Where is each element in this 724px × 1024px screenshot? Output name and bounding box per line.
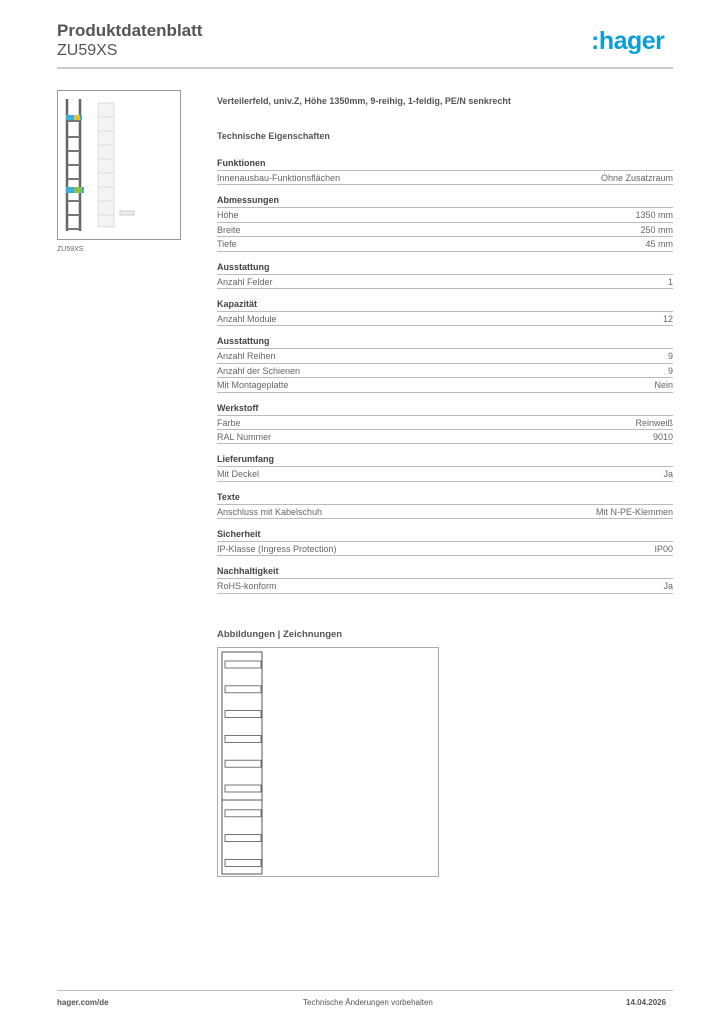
module-slot [225, 785, 261, 792]
section-title: Werkstoff [217, 401, 673, 416]
spec-row [217, 364, 673, 378]
spec-section [217, 260, 673, 289]
spec-section [217, 527, 673, 556]
spec-value: 12 [662, 313, 673, 324]
spec-label: Anzahl der Schienen [217, 365, 301, 376]
section-title: Ausstattung [217, 334, 673, 349]
spec-row [217, 378, 673, 392]
spec-value: Ja [663, 469, 673, 480]
spec-section [217, 156, 673, 185]
product-image [57, 90, 181, 240]
spec-row [217, 312, 673, 326]
module-slot [225, 835, 261, 842]
section-title: Lieferumfang [217, 452, 673, 467]
spec-section [217, 193, 673, 251]
spec-value: IP00 [654, 544, 673, 555]
spec-row [217, 275, 673, 289]
footer-date: 14.04.2026 [626, 998, 667, 1007]
footer-note: Technische Änderungen vorbehalten [303, 998, 433, 1007]
section-title: Sicherheit [217, 527, 673, 542]
spec-value: 1 [667, 276, 673, 287]
spec-value: 9 [667, 351, 673, 362]
module-slot [225, 859, 261, 866]
spec-row [217, 208, 673, 222]
spec-row [217, 542, 673, 556]
spec-row [217, 237, 673, 251]
spec-label: Tiefe [217, 239, 237, 250]
spec-label: RoHS-konform [217, 581, 277, 592]
product-code: ZU59XS [57, 42, 118, 59]
spec-row [217, 171, 673, 185]
section-title: Kapazität [217, 297, 673, 312]
spec-value: Ja [663, 581, 673, 592]
spec-row [217, 223, 673, 237]
section-title: Funktionen [217, 156, 673, 171]
section-title: Abmessungen [217, 193, 673, 208]
spec-section [217, 490, 673, 519]
spec-value: 45 mm [645, 239, 673, 250]
product-description: Verteilerfeld, univ.Z, Höhe 1350mm, 9-reihig, 1-feldig, PE/N senkrecht [217, 96, 511, 106]
image-caption: ZU59XS [57, 246, 84, 253]
spec-section [217, 334, 673, 392]
section-title: Ausstattung [217, 260, 673, 275]
spec-section [217, 297, 673, 326]
spec-label: RAL Nummer [217, 431, 272, 442]
spec-row [217, 579, 673, 593]
spec-value: Reinweiß [635, 417, 673, 428]
module-slot [225, 810, 261, 817]
spec-label: Anzahl Module [217, 313, 277, 324]
spec-label: Farbe [217, 417, 241, 428]
module-slot [225, 686, 261, 693]
hager-logo: :hager [591, 27, 665, 55]
spec-label: Anzahl Reihen [217, 351, 276, 362]
module-slot [225, 735, 261, 742]
spec-value: 250 mm [640, 224, 673, 235]
module-slot [225, 661, 261, 668]
section-title: Texte [217, 490, 673, 505]
spec-section [217, 401, 673, 445]
page-title: Produktdatenblatt [57, 21, 203, 40]
spec-label: Breite [217, 224, 241, 235]
spec-value: 9 [667, 365, 673, 376]
spec-section [217, 564, 673, 593]
spec-label: Mit Deckel [217, 469, 260, 480]
spec-value: Mit N-PE-Klemmen [595, 506, 673, 517]
header-divider [57, 67, 673, 69]
spec-value: Nein [654, 380, 673, 391]
module-slot [225, 760, 261, 767]
spec-row [217, 505, 673, 519]
spec-row [217, 467, 673, 481]
spec-row [217, 416, 673, 430]
tech-heading: Technische Eigenschaften [217, 131, 330, 141]
spec-value: Ohne Zusatzraum [600, 173, 673, 183]
spec-row [217, 430, 673, 444]
footer-site-link[interactable]: hager.com/de [57, 998, 109, 1007]
spec-row [217, 349, 673, 363]
technical-drawing [217, 647, 439, 877]
spec-panel [217, 96, 673, 594]
spec-section [217, 452, 673, 481]
section-title: Nachhaltigkeit [217, 564, 673, 579]
footer-divider [57, 990, 673, 991]
spec-value: 9010 [652, 431, 673, 442]
spec-value: 1350 mm [635, 210, 673, 221]
spec-label: Mit Montageplatte [217, 380, 289, 391]
spec-label: Höhe [217, 210, 239, 221]
module-slot [225, 711, 261, 718]
drawings-heading: Abbildungen | Zeichnungen [217, 629, 343, 640]
spec-label: Anschluss mit Kabelschuh [217, 506, 323, 517]
spec-label: Innenausbau-Funktionsflächen [217, 173, 341, 183]
spec-label: IP-Klasse (Ingress Protection) [217, 544, 337, 555]
spec-label: Anzahl Felder [217, 276, 273, 287]
